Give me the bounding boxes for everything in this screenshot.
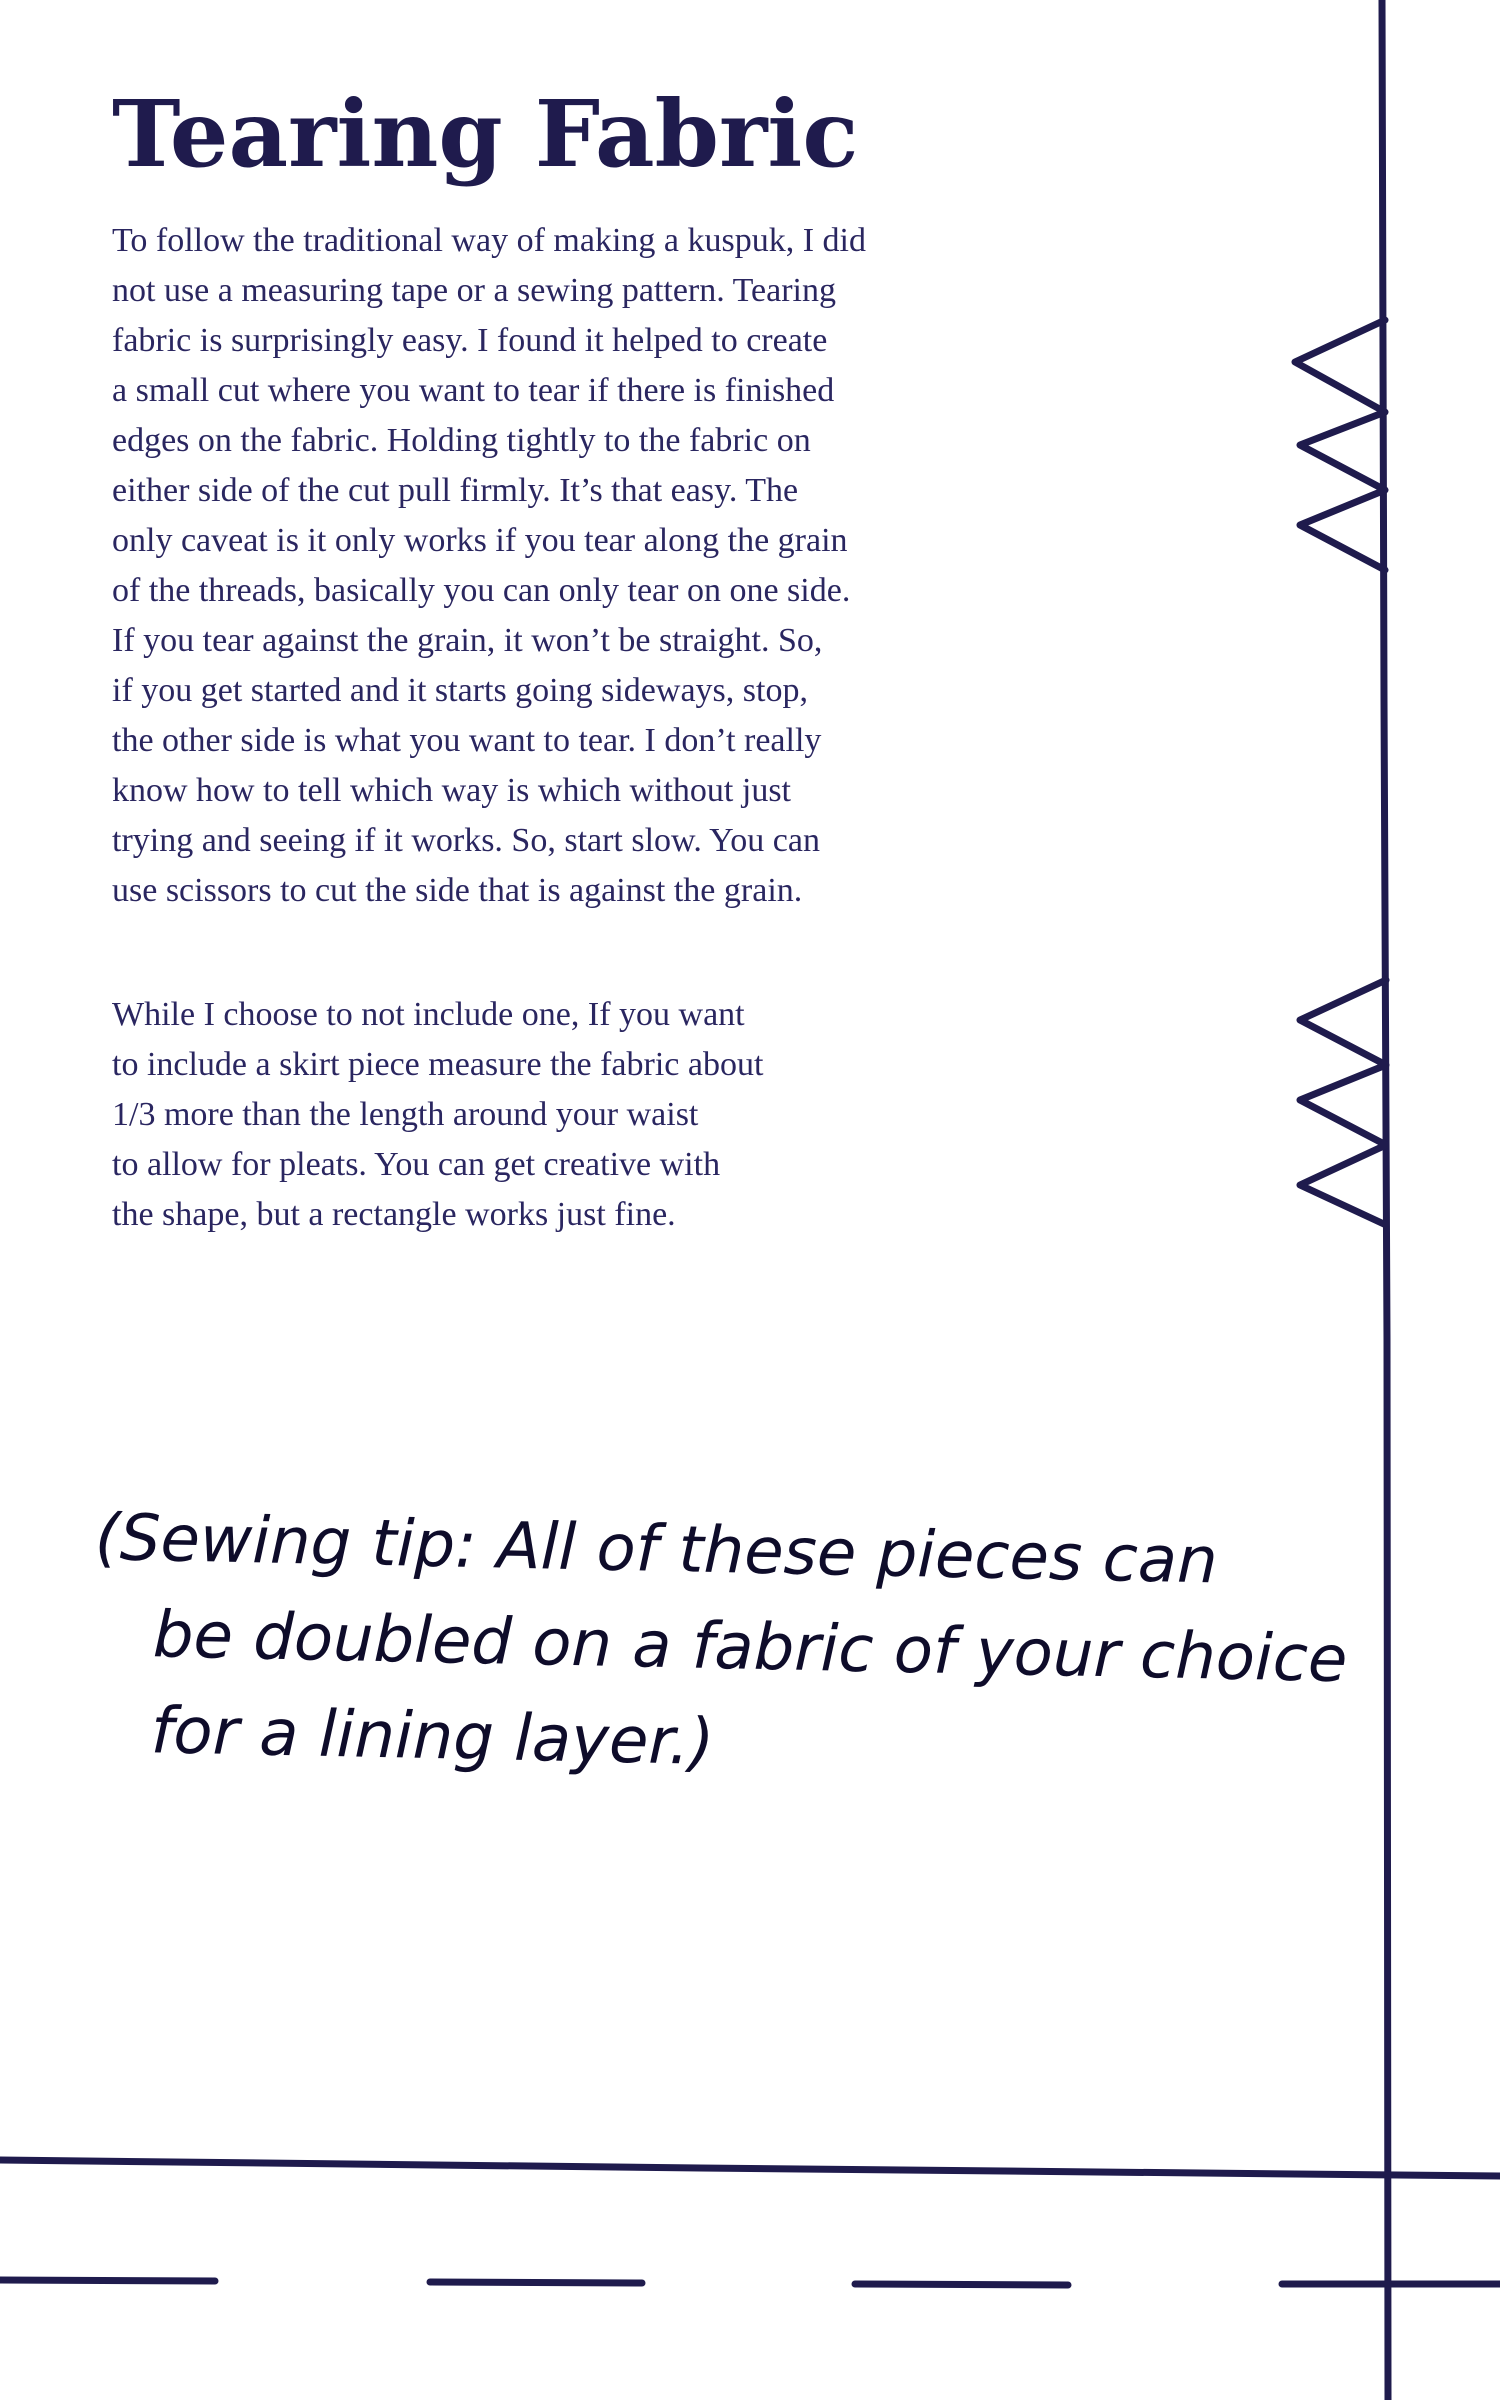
paragraph-line: edges on the fabric. Holding tightly to the fabric on (112, 422, 811, 459)
paragraph-line: if you get started and it starts going sideways, stop, (112, 672, 808, 709)
tip-line: be doubled on a fabric of your choice (152, 1598, 1349, 1698)
paragraph-line: know how to tell which way is which without just (112, 772, 792, 809)
paragraph-line: only caveat is it only works if you tear along the grain (112, 522, 848, 559)
page-title: Tearing Fabric (112, 80, 859, 188)
paragraph-line: to include a skirt piece measure the fabric about (112, 1046, 764, 1083)
paragraph-line: If you tear against the grain, it won’t be straight. So, (112, 622, 823, 659)
horizontal-seam-line (0, 2160, 1500, 2176)
dashed-cut-line-3 (855, 2284, 1068, 2285)
notch-marks-lower (1300, 980, 1386, 1225)
vertical-seam-line (1382, 0, 1388, 2400)
paragraph-line: use scissors to cut the side that is against the grain. (112, 872, 803, 909)
paragraph-line: of the threads, basically you can only tear on one side. (112, 572, 851, 609)
tip-line: for a lining layer.) (150, 1694, 715, 1780)
paragraph-line: not use a measuring tape or a sewing pattern. Tearing (112, 272, 836, 309)
paragraph-line: to allow for pleats. You can get creative with (112, 1146, 721, 1183)
paragraph-line: the other side is what you want to tear. I don’t really (112, 722, 822, 759)
paragraph-line: a small cut where you want to tear if there is finished (112, 372, 835, 409)
paragraph-line: While I choose to not include one, If you want (112, 996, 745, 1033)
paragraph-line: the shape, but a rectangle works just fine. (112, 1196, 676, 1233)
paragraph-line: To follow the traditional way of making a kuspuk, I did (112, 222, 866, 259)
paragraph-line: fabric is surprisingly easy. I found it helped to create (112, 322, 828, 359)
paragraph-tearing-instructions (112, 216, 866, 916)
tip-line: (Sewing tip: All of these pieces can (94, 1500, 1219, 1599)
dashed-cut-line-2 (430, 2282, 642, 2283)
paragraph-line: trying and seeing if it works. So, start slow. You can (112, 822, 820, 859)
handwritten-sewing-tip (90, 1490, 1356, 1804)
paragraph-line: 1/3 more than the length around your waist (112, 1096, 699, 1133)
dashed-cut-line-1 (0, 2280, 215, 2281)
notch-marks-upper (1295, 320, 1385, 570)
paragraph-skirt-piece (112, 990, 763, 1240)
paragraph-line: either side of the cut pull firmly. It’s that easy. The (112, 472, 799, 509)
